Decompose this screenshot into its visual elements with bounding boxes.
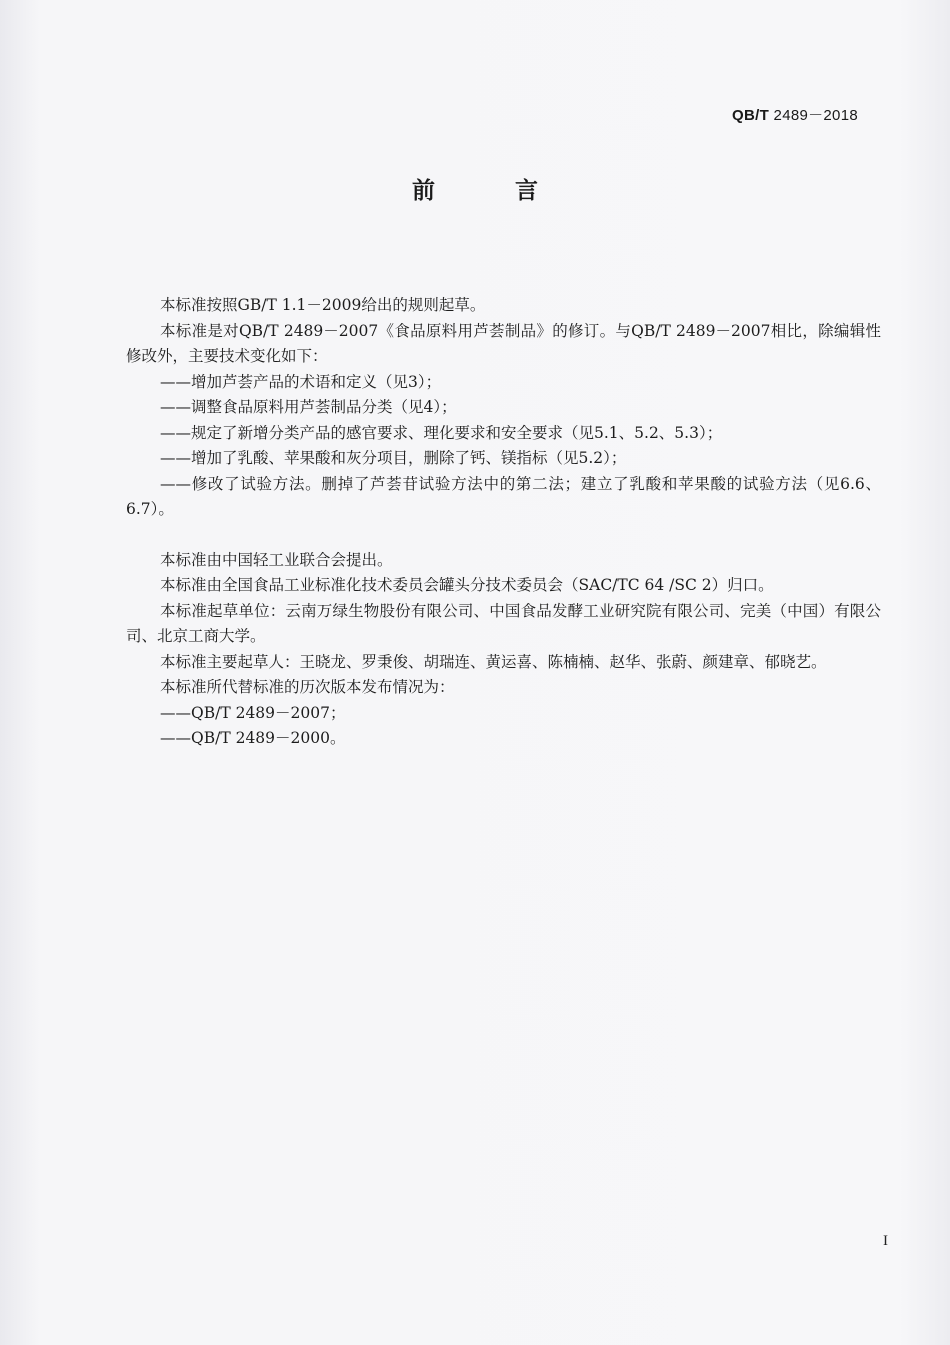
paragraph-history-intro: 本标准所代替标准的历次版本发布情况为： — [160, 678, 455, 696]
change-item: ——调整食品原料用芦荟制品分类（见4）； — [160, 398, 457, 416]
standard-code — [732, 104, 858, 125]
standard-code-prefix: QB/T — [732, 107, 770, 124]
paragraph-drafting-units: 本标准起草单位：云南万绿生物股份有限公司、中国食品发酵工业研究院有限公司、完美（中国）有限公司、北京工商大学。 — [126, 601, 881, 645]
change-item: ——规定了新增分类产品的感官要求、理化要求和安全要求（见5.1、5.2、5.3）； — [160, 423, 723, 442]
standard-code-number: 2489－2018 — [773, 107, 858, 124]
paragraph-proposer: 本标准由中国轻工业联合会提出。 — [160, 550, 393, 569]
history-item: ——QB/T 2489－2000。 — [160, 729, 346, 747]
change-item: ——修改了试验方法。删掉了芦荟苷试验方法中的第二法；建立了乳酸和苹果酸的试验方法（见6.6、6.7）。 — [126, 474, 881, 518]
paragraph-drafting-rules: 本标准按照GB/T 1.1－2009给出的规则起草。 — [160, 296, 486, 314]
change-item: ——增加了乳酸、苹果酸和灰分项目，删除了钙、镁指标（见5.2）； — [160, 449, 627, 467]
paragraph-drafters: 本标准主要起草人：王晓龙、罗秉俊、胡瑞连、黄运喜、陈楠楠、赵华、张蔚、颜建章、郁晓艺。 — [160, 652, 827, 671]
page-number: I — [883, 1233, 888, 1249]
paragraph-centralized: 本标准由全国食品工业标准化技术委员会罐头分技术委员会（SAC/TC 64 /SC 2）归口。 — [160, 576, 774, 594]
history-item: ——QB/T 2489－2007； — [160, 703, 346, 722]
foreword-body — [126, 293, 881, 752]
paragraph-revision-intro: 本标准是对QB/T 2489－2007《食品原料用芦荟制品》的修订。与QB/T 2489－2007相比，除编辑性修改外，主要技术变化如下： — [126, 321, 881, 365]
change-item: ——增加芦荟产品的术语和定义（见3）； — [160, 372, 442, 391]
page-title: 前 言 — [411, 178, 574, 204]
